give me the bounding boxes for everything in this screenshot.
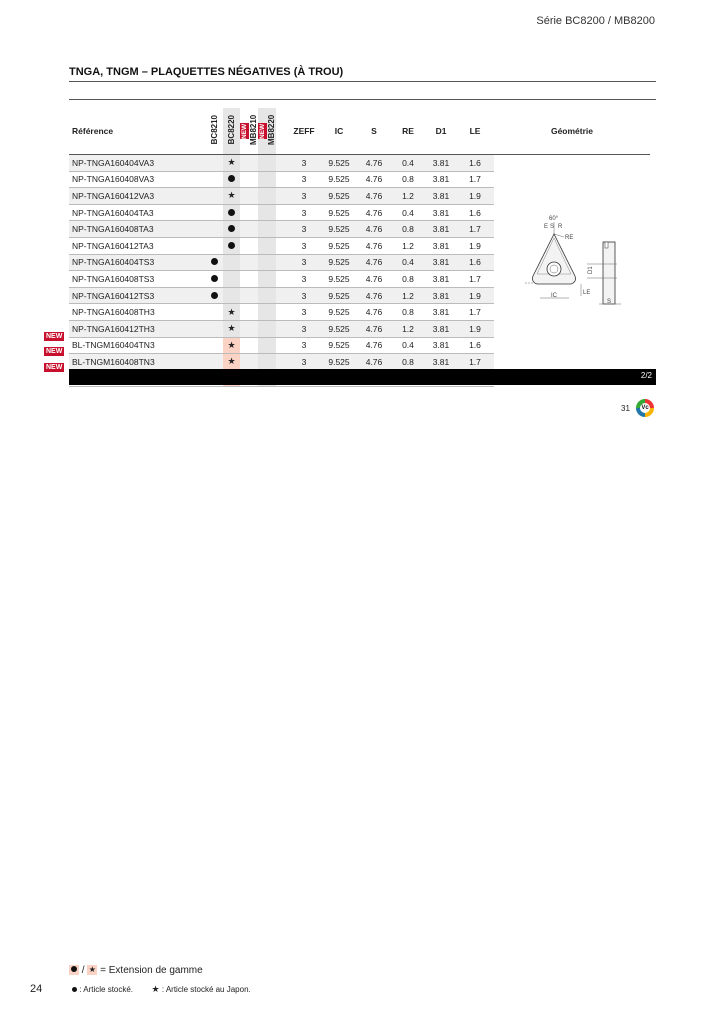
cell-grade-bc8210: [206, 320, 223, 337]
cell-zeff: 3: [288, 221, 320, 238]
reference-page[interactable]: 31: [621, 404, 630, 413]
cell-s: 4.76: [358, 337, 390, 354]
dot-icon: [211, 292, 218, 299]
cell-le: 1.9: [456, 237, 494, 254]
cell-grade-bc8210: [206, 337, 223, 354]
col-mb8210-label: [240, 108, 258, 152]
cell-grade-mb8220: [258, 337, 276, 354]
page-number: 24: [30, 983, 43, 995]
s-mark-label: S: [550, 224, 555, 230]
cell-s: 4.76: [358, 237, 390, 254]
star-icon: ★: [227, 306, 236, 317]
legend-sep: /: [81, 965, 85, 976]
cell-le: 1.7: [456, 304, 494, 321]
legend-ext-text: = Extension de gamme: [100, 965, 203, 976]
star-icon: ★: [227, 356, 236, 367]
star-icon: ★: [151, 984, 160, 994]
new-tag: NEW: [259, 123, 266, 139]
cell-grade-mb8210: [240, 287, 258, 304]
cell-grade-mb8210: [240, 254, 258, 271]
cell-reference: BL-TNGM160408TN3: [69, 354, 206, 371]
cell-re: 0.4: [390, 337, 426, 354]
col-bc8210-label: BC8210: [210, 115, 219, 145]
cell-grade-mb8210: [240, 304, 258, 321]
cell-zeff: 3: [288, 320, 320, 337]
cell-reference: BL-TNGM160404TN3: [69, 337, 206, 354]
cell-s: 4.76: [358, 354, 390, 371]
cell-grade-mb8220: [258, 155, 276, 172]
le-label: LE: [583, 290, 591, 296]
cell-s: 4.76: [358, 287, 390, 304]
cell-zeff: 3: [288, 337, 320, 354]
vc-label: Vc: [641, 405, 649, 411]
cell-d1: 3.81: [426, 254, 456, 271]
col-reference: Référence: [69, 108, 206, 155]
cell-d1: 3.81: [426, 237, 456, 254]
cell-ic: 9.525: [320, 287, 358, 304]
cell-re: 1.2: [390, 287, 426, 304]
cell-s: 4.76: [358, 171, 390, 188]
ic-label: IC: [551, 293, 557, 299]
section-title: TNGA, TNGM – PLAQUETTES NÉGATIVES (À TROU): [69, 66, 344, 78]
cell-grade-bc8210: [206, 271, 223, 288]
cell-re: 1.2: [390, 188, 426, 205]
cell-s: 4.76: [358, 221, 390, 238]
new-badge: NEW: [46, 332, 63, 340]
cell-grade-mb8220: [258, 271, 276, 288]
table-row: [69, 155, 650, 172]
cell-grade-mb8210: [240, 221, 258, 238]
cell-d1: 3.81: [426, 287, 456, 304]
table-row: [69, 188, 650, 205]
dot-icon: [228, 209, 235, 216]
cell-d1: 3.81: [426, 304, 456, 321]
cell-ic: 9.525: [320, 188, 358, 205]
cell-re: 0.8: [390, 304, 426, 321]
table-header-row: [69, 108, 650, 155]
cell-grade-bc8220: [223, 320, 240, 337]
cell-ic: 9.525: [320, 354, 358, 371]
dot-icon: [228, 225, 235, 232]
cell-grade-bc8220: [223, 237, 240, 254]
dot-icon: [72, 987, 77, 992]
cell-grade-mb8210: [240, 237, 258, 254]
re-label: RE: [565, 235, 574, 241]
cell-reference: NP-TNGA160408TS3: [69, 271, 206, 288]
cell-reference: NP-TNGA160408TA3: [69, 221, 206, 238]
cell-reference: NP-TNGA160404TA3: [69, 204, 206, 221]
star-icon: ★: [227, 157, 236, 168]
star-icon: ★: [227, 339, 236, 350]
legend-stock-text: : Article stocké.: [79, 985, 134, 994]
cell-d1: 3.81: [426, 188, 456, 205]
new-tag: NEW: [241, 123, 248, 139]
col-le: LE: [456, 108, 494, 155]
table-row: [69, 354, 650, 371]
cell-le: 1.6: [456, 155, 494, 172]
col-mb8220: [258, 108, 276, 155]
cell-re: 0.8: [390, 354, 426, 371]
dot-icon: [211, 258, 218, 265]
cell-grade-mb8220: [258, 171, 276, 188]
cell-re: 0.8: [390, 171, 426, 188]
cell-grade-mb8220: [258, 204, 276, 221]
cell-le: 1.9: [456, 287, 494, 304]
cell-re: 0.4: [390, 155, 426, 172]
angle-label: 60°: [549, 216, 559, 222]
cell-zeff: 3: [288, 237, 320, 254]
cell-re: 0.8: [390, 271, 426, 288]
cell-re: 1.2: [390, 237, 426, 254]
cell-d1: 3.81: [426, 155, 456, 172]
cell-zeff: 3: [288, 271, 320, 288]
dot-icon: [228, 175, 235, 182]
legend-extension: [69, 965, 203, 976]
cell-d1: 3.81: [426, 354, 456, 371]
cell-re: 0.4: [390, 254, 426, 271]
cell-s: 4.76: [358, 271, 390, 288]
cell-grade-mb8220: [258, 304, 276, 321]
cell-grade-mb8220: [258, 188, 276, 205]
cell-zeff: 3: [288, 155, 320, 172]
e-label: E: [544, 224, 549, 230]
cell-ic: 9.525: [320, 237, 358, 254]
cell-grade-mb8210: [240, 271, 258, 288]
cell-grade-bc8220: [223, 204, 240, 221]
cell-reference: NP-TNGA160408VA3: [69, 171, 206, 188]
cell-d1: 3.81: [426, 320, 456, 337]
grade-mb8210: MB8210: [249, 114, 258, 146]
cell-d1: 3.81: [426, 271, 456, 288]
cell-grade-mb8210: [240, 188, 258, 205]
cell-s: 4.76: [358, 320, 390, 337]
cell-grade-mb8220: [258, 320, 276, 337]
cell-zeff: 3: [288, 354, 320, 371]
cell-grade-mb8210: [240, 320, 258, 337]
cell-grade-bc8210: [206, 204, 223, 221]
cell-grade-bc8210: [206, 237, 223, 254]
cell-reference: NP-TNGA160412TA3: [69, 237, 206, 254]
new-badge: NEW: [46, 348, 63, 356]
cell-reference: NP-TNGA160412TS3: [69, 287, 206, 304]
cell-le: 1.7: [456, 171, 494, 188]
cell-grade-bc8220: [223, 171, 240, 188]
table-row: [69, 171, 650, 188]
cell-ic: 9.525: [320, 320, 358, 337]
series-title: Série BC8200 / MB8200: [536, 15, 655, 27]
cell-grade-mb8210: [240, 204, 258, 221]
cell-grade-mb8210: [240, 155, 258, 172]
cell-grade-bc8220: [223, 354, 240, 371]
cell-grade-mb8220: [258, 221, 276, 238]
cell-grade-bc8220: [223, 304, 240, 321]
cell-grade-bc8220: [223, 221, 240, 238]
col-re: RE: [390, 108, 426, 155]
star-icon: ★: [88, 965, 96, 975]
cell-grade-mb8220: [258, 354, 276, 371]
cell-grade-bc8220: [223, 155, 240, 172]
cell-re: 1.2: [390, 320, 426, 337]
r-label: R: [558, 224, 563, 230]
col-d1: D1: [426, 108, 456, 155]
cell-ic: 9.525: [320, 304, 358, 321]
cell-grade-mb8220: [258, 254, 276, 271]
table-row: [69, 320, 650, 337]
cell-grade-bc8210: [206, 155, 223, 172]
cell-reference: NP-TNGA160412TH3: [69, 320, 206, 337]
cell-grade-mb8210: [240, 337, 258, 354]
cell-ic: 9.525: [320, 337, 358, 354]
cell-ic: 9.525: [320, 171, 358, 188]
cell-grade-bc8220: [223, 337, 240, 354]
cell-reference: NP-TNGA160404VA3: [69, 155, 206, 172]
cell-grade-mb8210: [240, 171, 258, 188]
cell-le: 1.6: [456, 337, 494, 354]
cell-s: 4.76: [358, 304, 390, 321]
col-zeff: ZEFF: [288, 108, 320, 155]
page-fraction: 2/2: [640, 371, 652, 380]
cell-d1: 3.81: [426, 171, 456, 188]
cell-reference: NP-TNGA160404TS3: [69, 254, 206, 271]
cell-s: 4.76: [358, 204, 390, 221]
cell-grade-bc8210: [206, 254, 223, 271]
star-icon: ★: [227, 190, 236, 201]
cell-zeff: 3: [288, 287, 320, 304]
cell-grade-bc8210: [206, 188, 223, 205]
cell-le: 1.7: [456, 221, 494, 238]
cell-grade-bc8210: [206, 171, 223, 188]
cell-grade-bc8220: [223, 287, 240, 304]
cell-s: 4.76: [358, 155, 390, 172]
table-top-rule: [69, 99, 656, 100]
cell-zeff: 3: [288, 254, 320, 271]
cell-re: 0.4: [390, 204, 426, 221]
vc-icon[interactable]: [636, 399, 654, 417]
cell-grade-mb8210: [240, 354, 258, 371]
cell-d1: 3.81: [426, 204, 456, 221]
col-bc8220-label: BC8220: [227, 115, 236, 145]
cell-s: 4.76: [358, 188, 390, 205]
s-label: S: [607, 299, 612, 305]
title-rule: [69, 81, 656, 82]
cell-le: 1.6: [456, 204, 494, 221]
cell-grade-mb8220: [258, 237, 276, 254]
cell-grade-bc8220: [223, 271, 240, 288]
cell-d1: 3.81: [426, 221, 456, 238]
col-s: S: [358, 108, 390, 155]
cell-re: 0.8: [390, 221, 426, 238]
dot-icon: [69, 965, 79, 975]
legend-stock: [72, 984, 251, 995]
col-geometry: Géométrie: [494, 108, 650, 155]
col-ic: IC: [320, 108, 358, 155]
legend-japan-text: : Article stocké au Japon.: [161, 985, 251, 994]
table-row: [69, 337, 650, 354]
cell-le: 1.9: [456, 188, 494, 205]
cell-zeff: 3: [288, 304, 320, 321]
cell-grade-bc8210: [206, 287, 223, 304]
cell-grade-bc8210: [206, 221, 223, 238]
dot-icon: [211, 275, 218, 282]
geometry-diagram: [525, 212, 635, 308]
cell-grade-bc8210: [206, 354, 223, 371]
cell-ic: 9.525: [320, 155, 358, 172]
cell-reference: NP-TNGA160412VA3: [69, 188, 206, 205]
cell-le: 1.9: [456, 320, 494, 337]
dot-icon: [228, 242, 235, 249]
cell-s: 4.76: [358, 254, 390, 271]
d1-label: D1: [588, 266, 594, 274]
grade-mb8220: MB8220: [267, 114, 276, 146]
star-icon: ★: [227, 323, 236, 334]
cell-ic: 9.525: [320, 221, 358, 238]
cell-le: 1.7: [456, 354, 494, 371]
cell-zeff: 3: [288, 171, 320, 188]
cell-zeff: 3: [288, 204, 320, 221]
col-bc8210: [206, 108, 223, 155]
cell-grade-mb8220: [258, 287, 276, 304]
table-footer-bar: [69, 369, 656, 385]
cell-grade-bc8220: [223, 254, 240, 271]
cell-ic: 9.525: [320, 271, 358, 288]
col-mb8220-label: [258, 108, 276, 152]
col-mb8210: [240, 108, 258, 155]
cell-ic: 9.525: [320, 254, 358, 271]
cell-le: 1.6: [456, 254, 494, 271]
cell-le: 1.7: [456, 271, 494, 288]
cell-grade-bc8210: [206, 304, 223, 321]
cell-zeff: 3: [288, 188, 320, 205]
col-bc8220: [223, 108, 240, 155]
cell-reference: NP-TNGA160408TH3: [69, 304, 206, 321]
cell-d1: 3.81: [426, 337, 456, 354]
new-badge: NEW: [46, 363, 63, 371]
cell-ic: 9.525: [320, 204, 358, 221]
cell-grade-bc8220: [223, 188, 240, 205]
